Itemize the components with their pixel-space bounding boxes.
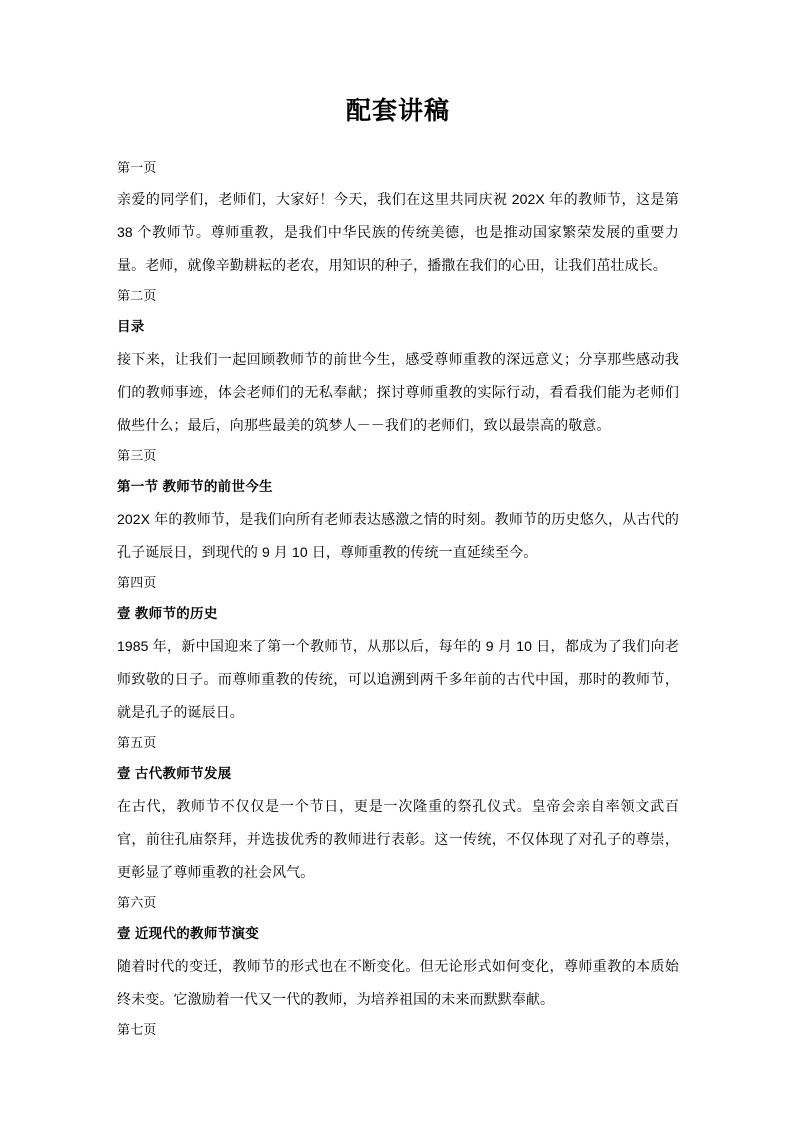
body-paragraph: 接下来，让我们一起回顾教师节的前世今生，感受尊师重教的深远意义；分享那些感动我们的教师事迹，体会老师们的无私奉献；探讨尊师重教的实际行动，看看我们能为老师们做些什么；最后，向那些最美的筑梦人－－我们的老师们，致以最崇高的敬意。	[117, 351, 679, 433]
document-blocks	[117, 152, 679, 1045]
page-label: 第七页	[117, 1022, 157, 1037]
page-label: 第四页	[117, 575, 157, 590]
body-paragraph: 随着时代的变迁，教师节的形式也在不断变化。但无论形式如何变化，尊师重教的本质始终未变。它激励着一代又一代的教师，为培养祖国的未来而默默奉献。	[117, 958, 679, 1007]
page-label: 第三页	[117, 448, 157, 463]
section-heading: 壹 古代教师节发展	[117, 766, 232, 781]
title-spacer	[117, 128, 679, 152]
body-paragraph: 亲爱的同学们，老师们，大家好！今天，我们在这里共同庆祝 202X 年的教师节，这是第 38 个教师节。尊师重教，是我们中华民族的传统美德，也是推动国家繁荣发展的重要力量。老师，就像辛勤耕耘的老农，用知识的种子，播撒在我们的心田，让我们茁壮成长。	[117, 191, 679, 273]
section-heading: 目录	[117, 319, 145, 334]
document-body	[117, 0, 679, 1045]
section-heading: 第一节 教师节的前世今生	[117, 479, 273, 494]
section-heading: 壹 近现代的教师节演变	[117, 926, 260, 941]
page-label: 第六页	[117, 895, 157, 910]
page-label: 第二页	[117, 288, 157, 303]
page-title: 配套讲稿	[345, 98, 450, 125]
page-label: 第五页	[117, 735, 157, 750]
body-paragraph: 1985 年，新中国迎来了第一个教师节，从那以后，每年的 9 月 10 日，都成为了我们向老师致敬的日子。而尊师重教的传统，可以追溯到两千多年前的古代中国，那时的教师节，就是孔子的诞辰日。	[117, 638, 679, 720]
section-heading: 壹 教师节的历史	[117, 606, 218, 621]
body-paragraph: 202X 年的教师节，是我们向所有老师表达感激之情的时刻。教师节的历史悠久，从古代的孔子诞辰日，到现代的 9 月 10 日，尊师重教的传统一直延续至今。	[117, 511, 679, 560]
page-label: 第一页	[117, 160, 157, 175]
body-paragraph: 在古代，教师节不仅仅是一个节日，更是一次隆重的祭孔仪式。皇帝会亲自率领文武百官，前往孔庙祭拜，并选拔优秀的教师进行表彰。这一传统，不仅体现了对孔子的尊崇，更彰显了尊师重教的社会风气。	[117, 798, 679, 880]
